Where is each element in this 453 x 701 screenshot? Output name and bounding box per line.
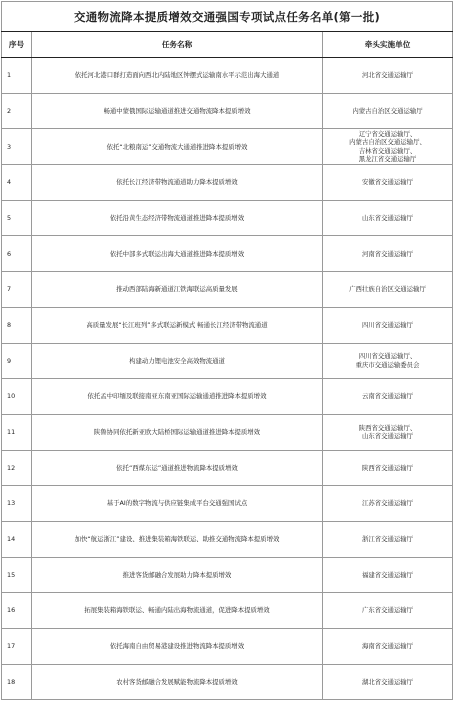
task-name: 依托“西煤东运”通道推进物流降本提质增效 (32, 450, 323, 486)
lead-unit-line: 广东省交通运输厅 (361, 606, 414, 615)
task-name: 高质量发展“长江班列”多式联运新模式 畅通长江经济带物流通道 (32, 307, 323, 343)
title-row (2, 2, 453, 32)
lead-unit-line: 河南省交通运输厅 (361, 249, 414, 258)
table-row (2, 200, 453, 236)
lead-unit-line: 江苏省交通运输厅 (361, 499, 414, 508)
lead-unit-line: 安徽省交通运输厅 (361, 178, 414, 187)
table-row (2, 129, 453, 165)
lead-unit-line: 山东省交通运输厅 (361, 213, 414, 222)
task-name: 推进客货邮融合发展助力降本提质增效 (32, 557, 323, 593)
row-number: 17 (2, 629, 32, 665)
lead-unit (323, 557, 453, 593)
task-name: 依托“北粮南运”交通物流大通道推进降本提质增效 (32, 129, 323, 165)
row-number: 12 (2, 450, 32, 486)
lead-unit-line: 湖北省交通运输厅 (361, 677, 414, 686)
table-row (2, 593, 453, 629)
lead-unit-line: 吉林省交通运输厅、 (358, 146, 417, 155)
table-row (2, 486, 453, 522)
lead-unit-line: 广西壮族自治区交通运输厅 (349, 285, 426, 294)
task-name: 推动西部陆海新通道江铁海联运高质量发展 (32, 272, 323, 308)
lead-unit-line: 陕西省交通运输厅、 (358, 423, 417, 432)
row-number: 16 (2, 593, 32, 629)
row-number: 5 (2, 200, 32, 236)
lead-unit (323, 593, 453, 629)
header-unit: 牵头实施单位 (323, 32, 453, 58)
task-name: 依托中部多式联运出海大通道推进降本提质增效 (32, 236, 323, 272)
lead-unit-line: 内蒙古自治区交通运输厅、 (349, 138, 426, 147)
lead-unit (323, 343, 453, 379)
lead-unit-line: 浙江省交通运输厅 (361, 535, 414, 544)
lead-unit (323, 272, 453, 308)
lead-unit (323, 521, 453, 557)
row-number: 1 (2, 58, 32, 94)
lead-unit-line: 河北省交通运输厅 (361, 71, 414, 80)
row-number: 3 (2, 129, 32, 165)
lead-unit-line: 陕西省交通运输厅 (361, 463, 414, 472)
row-number: 15 (2, 557, 32, 593)
lead-unit-line: 黑龙江省交通运输厅 (358, 155, 417, 164)
lead-unit-line: 福建省交通运输厅 (361, 570, 414, 579)
table-row (2, 664, 453, 700)
table-row (2, 379, 453, 415)
table-row (2, 450, 453, 486)
lead-unit-line: 四川省交通运输厅、 (358, 352, 417, 361)
table-row (2, 414, 453, 450)
row-number: 14 (2, 521, 32, 557)
task-name: 基于AI的数字物流与供应链集成平台交通强国试点 (32, 486, 323, 522)
row-number: 4 (2, 165, 32, 201)
lead-unit-line: 山东省交通运输厅 (361, 432, 414, 441)
lead-unit (323, 450, 453, 486)
lead-unit (323, 307, 453, 343)
task-name: 依托河北港口群打造面向西北内陆地区钟摆式运输南水平示范出海大通道 (32, 58, 323, 94)
task-name: 依托孟中印缅及联接南亚东南亚国际运输通道推进降本提质增效 (32, 379, 323, 415)
task-list-table (1, 1, 453, 700)
task-name: 依托海南自由贸易港建设推进物流降本提质增效 (32, 629, 323, 665)
lead-unit (323, 629, 453, 665)
table-row (2, 307, 453, 343)
document-title: 交通物流降本提质增效交通强国专项试点任务名单(第一批) (2, 2, 453, 32)
row-number: 13 (2, 486, 32, 522)
lead-unit (323, 200, 453, 236)
lead-unit (323, 414, 453, 450)
lead-unit-line: 四川省交通运输厅 (361, 320, 414, 329)
lead-unit-line: 辽宁省交通运输厅、 (358, 129, 417, 138)
task-name: 加快“航运浙江”建设、推进集装箱海铁联运、助推交通物流降本提质增效 (32, 521, 323, 557)
lead-unit (323, 129, 453, 165)
table-row (2, 629, 453, 665)
table-row (2, 93, 453, 129)
lead-unit (323, 236, 453, 272)
row-number: 10 (2, 379, 32, 415)
row-number: 7 (2, 272, 32, 308)
row-number: 8 (2, 307, 32, 343)
row-number: 2 (2, 93, 32, 129)
table-row (2, 557, 453, 593)
header-row (2, 32, 453, 58)
lead-unit-line: 海南省交通运输厅 (361, 642, 414, 651)
header-no: 序号 (2, 32, 32, 58)
lead-unit (323, 486, 453, 522)
task-name: 依托长江经济带物流通道助力降本提质增效 (32, 165, 323, 201)
task-name: 依托沿黄生态经济带物流通道推进降本提质增效 (32, 200, 323, 236)
lead-unit (323, 58, 453, 94)
task-name: 构建动力锂电池安全高效物流通道 (32, 343, 323, 379)
lead-unit (323, 664, 453, 700)
lead-unit-line: 云南省交通运输厅 (361, 392, 414, 401)
task-name: 陕鲁协同依托新亚欧大陆桥国际运输通道推进降本提质增效 (32, 414, 323, 450)
header-task: 任务名称 (32, 32, 323, 58)
lead-unit (323, 379, 453, 415)
lead-unit (323, 93, 453, 129)
row-number: 6 (2, 236, 32, 272)
lead-unit-line: 重庆市交通运输委员会 (355, 360, 420, 369)
task-name: 畅通中蒙俄国际运输通道推进交通物流降本提质增效 (32, 93, 323, 129)
table-row (2, 236, 453, 272)
document-page (1, 1, 452, 699)
row-number: 18 (2, 664, 32, 700)
table-row (2, 58, 453, 94)
table-row (2, 272, 453, 308)
task-name: 拓展集装箱海铁联运、畅通内陆出海物流通道，促进降本提质增效 (32, 593, 323, 629)
table-row (2, 165, 453, 201)
task-name: 农村客货邮融合发展赋能物流降本提质增效 (32, 664, 323, 700)
table-row (2, 521, 453, 557)
table-row (2, 343, 453, 379)
lead-unit (323, 165, 453, 201)
row-number: 11 (2, 414, 32, 450)
row-number: 9 (2, 343, 32, 379)
lead-unit-line: 内蒙古自治区交通运输厅 (352, 106, 423, 115)
